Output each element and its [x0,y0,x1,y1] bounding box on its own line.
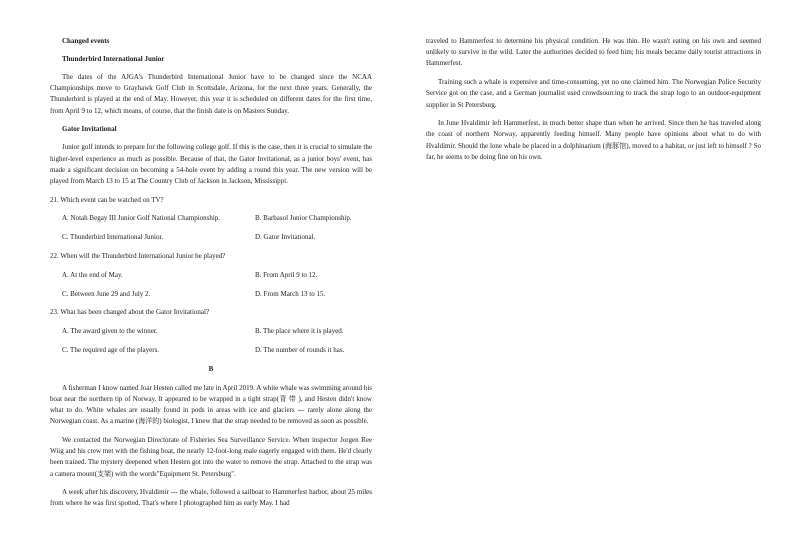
option-21a: A. Notah Begay III Junior Golf National Championship. [62,214,221,223]
option-23c: C. The required age of the players. [62,346,160,354]
paragraph-thunderbird: The dates of the AJGA's Thunderbird International Junior have to be changed since the NCAA Championships move to Grayhawk Golf Club in Scottsdale, Arizona, for the next three years. Generally, the Thunderbird is played at the end of May. However, this year it is scheduled on different dates for the first time, from April 9 to 12, which means, of course, that the finish date is on Masters Sunday. [50,73,372,115]
question-21-options [50,213,372,243]
question-23: 23. What has been changed about the Gator Invitational? [50,308,210,317]
passage-b-paragraph-5: In June Hvaldimir left Hammerfest, in much better shape than when he arrived. Since then he has traveled along the coast of northern Norway, apparently feeding himself. Many people have opinions about what to do with Hvaldimir. Should the lone whale be placed in a dolphinarium (海豚馆), moved to a habitat, or just left to himself ? So far, he seems to be doing fine on his own. [426,119,761,161]
paragraph-gator: Junior golf intends to prepare for the following college golf. If this is the case, then it is crucial to simulate the higher-level experience as much as possible. Because of that, the Gator Invitational, as a junior boys' event, has made a significant decision on becoming a 54-hole event by adding a round this year. The new version will be played from March 13 to 15 at The Country Club of Jackson in Jackson, Mississippi. [50,143,372,185]
passage-b-paragraph-4: Training such a whale is expensive and time-consuming, yet no one claimed him. The Norwegian Police Security Service got on the case, and a German journalist used crowdsourcing to track the strap logo to an outdoor-equipment supplier in St Petersburg. [426,78,761,109]
section-heading: Changed events [62,37,110,45]
question-21: 21. Which event can be watched on TV? [50,195,164,204]
event-title-thunderbird: Thunderbird International Junior [62,55,165,63]
option-22b: B. From April 9 to 12. [255,270,318,279]
option-22a: A. At the end of May. [62,270,123,279]
question-22: 22. When will the Thunderbird International Junior be played? [50,252,226,261]
passage-b-paragraph-3: A week after his discovery, Hvaldimir --- the whale, followed a sailboat to Hammerfest harbor, about 25 miles from where he was first spotted. That's where I photographed him as early May. I had [50,488,372,508]
section-b-title: B [208,364,214,373]
right-column [426,36,761,171]
option-22c: C. Between June 29 and July 2. [62,289,151,298]
option-21c: C. Thunderbird International Junior. [62,233,164,242]
option-21b: B. Barbasol Junior Championship. [255,214,352,223]
event-title-gator: Gator Invitational [62,125,117,134]
option-21d: D. Gator Invitational. [255,233,316,242]
option-23a: A. The award given to the winner. [62,327,158,336]
passage-b-paragraph-2: We contacted the Norwegian Directorate of Fisheries Sea Surveillance Service. When inspector Jorgen Ree Wiig and his crew met with the fishing boat, the nearly 12-foot-long male eagerly engaged with them. He'd clearly been trained. The mystery deepened when Hesten got into the water to remove the strap. Attached to the strap was a camera mount(支架) with the words"Equipment St. Petersburg". [50,435,372,478]
option-23b: B. The place where it is played. [255,327,344,336]
passage-b-paragraph-3-cont: traveled to Hammerfest to determine his physical condition. He was thin. He wasn't eating on his own and seemed unlikely to survive in the wild. Later the authorities decided to feed him; his meals became daily tourist attractions in Hammerfest. [426,37,761,68]
passage-b-paragraph-1: A fisherman I know named Joar Hesten called me late in April 2019. A white whale was swimming around his boat near the northern tip of Norway. It appeared to be wrapped in a tight strap(背 带 ), and Hesten didn't know what to do. White whales are usually found in pods in areas with ice and glaciers --- rarely alone along the Norwegian coast. As a marine (海洋的) biologist, I knew that the strap needed to be removed as soon as possible. [50,383,372,426]
question-23-options [50,326,372,356]
option-23d: D. The number of rounds it has. [255,346,345,354]
question-22-options [50,270,372,300]
left-column [50,36,372,517]
option-22d: D. From March 13 to 15. [255,289,326,298]
